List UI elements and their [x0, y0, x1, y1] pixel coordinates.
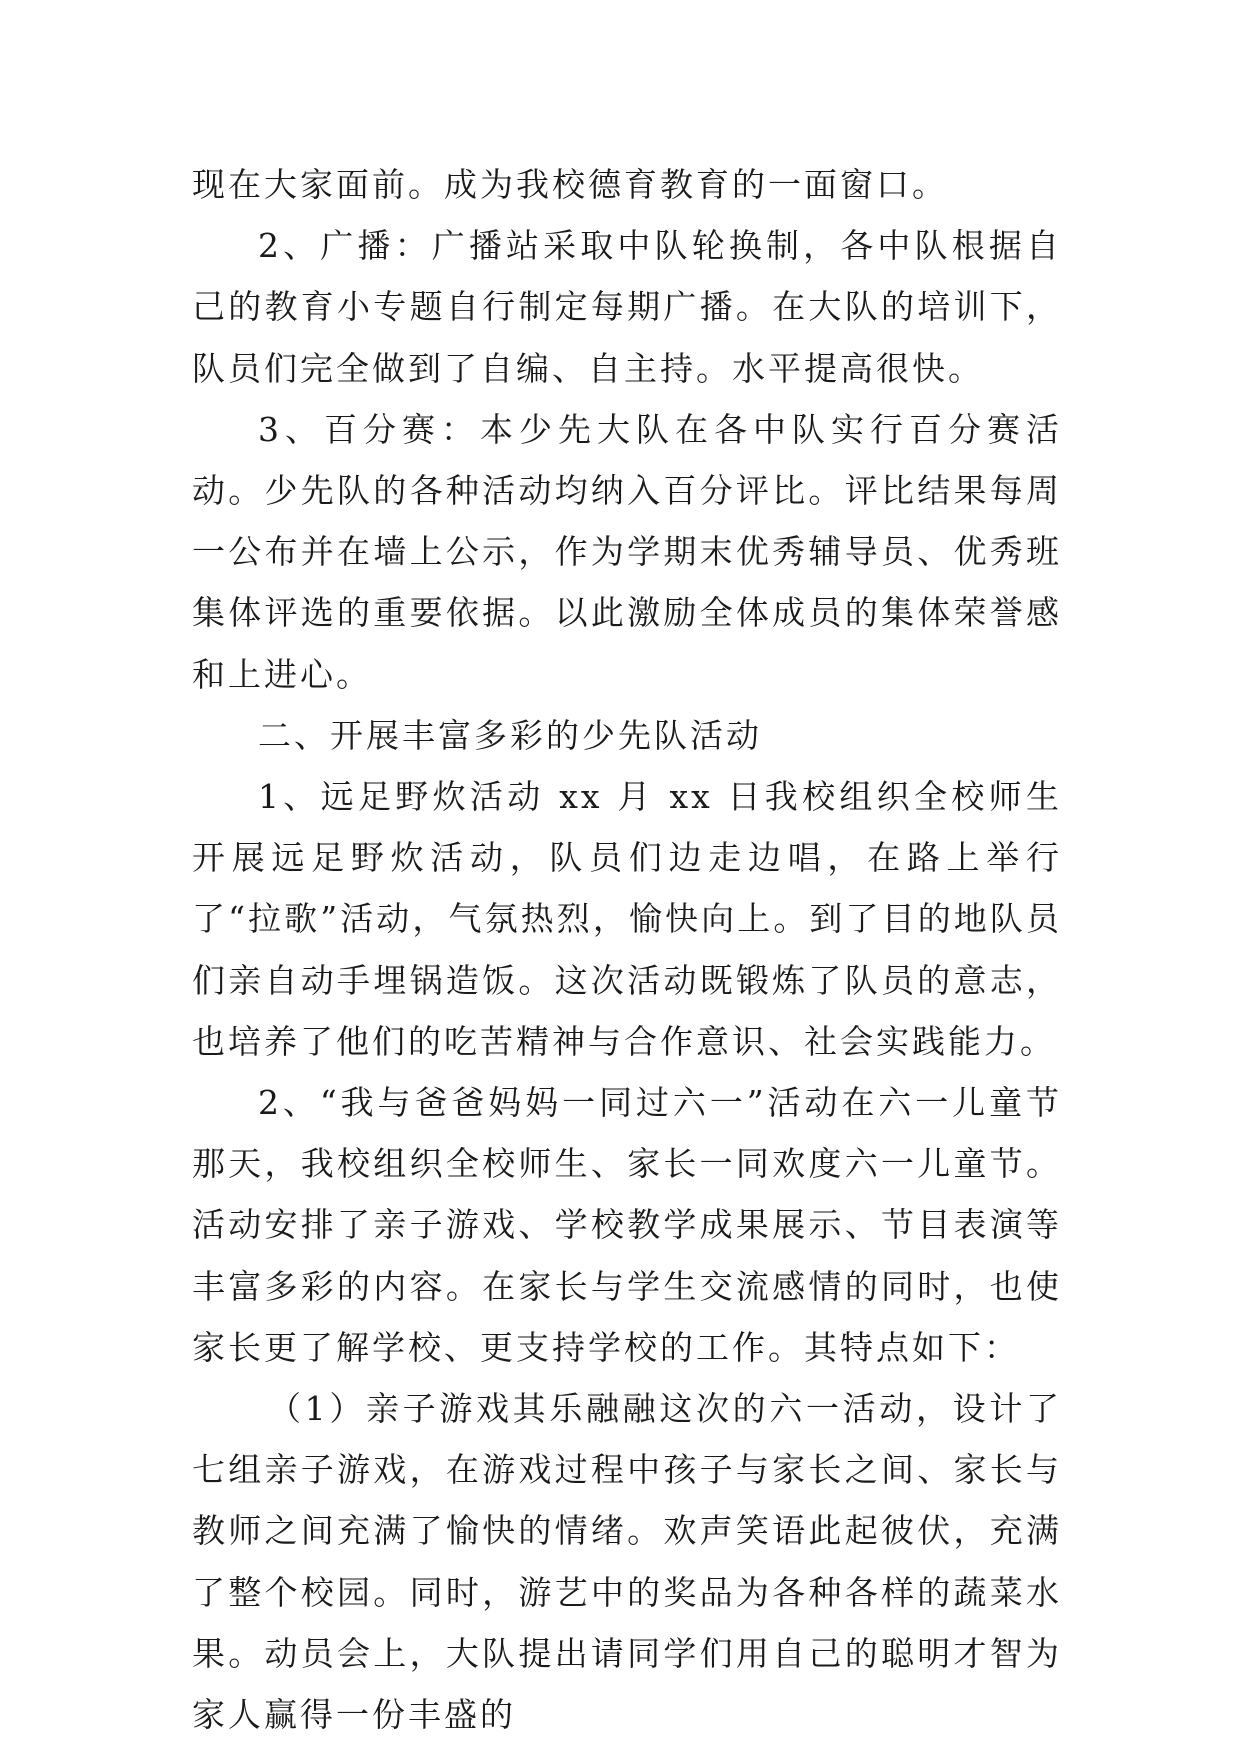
paragraph-hiking-picnic: 1、远足野炊活动 xx 月 xx 日我校组织全校师生开展远足野炊活动，队员们边走边唱，在路上举行了“拉歌”活动，气氛热烈，愉快向上。到了目的地队员们亲自动手埋锅造饭。这次活动既锻炼了队员的意志，也培养了他们的吃苦精神与合作意识、社会实践能力。	[192, 777, 1062, 1061]
paragraph-hundred-point-contest: 3、百分赛：本少先大队在各中队实行百分赛活动。少先队的各种活动均纳入百分评比。评比结果每周一公布并在墙上公示，作为学期末优秀辅导员、优秀班集体评选的重要依据。以此激励全体成员的集体荣誉感和上进心。	[192, 409, 1062, 694]
document-body	[192, 154, 1062, 1745]
paragraph-broadcast: 2、广播：广播站采取中队轮换制，各中队根据自己的教育小专题自行制定每期广播。在大队的培训下，队员们完全做到了自编、自主持。水平提高很快。	[192, 226, 1062, 388]
paragraph-parent-child-games: （1）亲子游戏其乐融融这次的六一活动，设计了七组亲子游戏，在游戏过程中孩子与家长之间、家长与教师之间充满了愉快的情绪。欢声笑语此起彼伏，充满了整个校园。同时，游艺中的奖品为各种各样的蔬菜水果。动员会上，大队提出请同学们用自己的聪明才智为家人赢得一份丰盛的	[192, 1389, 1062, 1735]
section-heading-activities: 二、开展丰富多彩的少先队活动	[258, 715, 762, 755]
paragraph-continuation: 现在大家面前。成为我校德育教育的一面窗口。	[192, 165, 948, 204]
paragraph-childrens-day: 2、“我与爸爸妈妈一同过六一”活动在六一儿童节那天，我校组织全校师生、家长一同欢度六一儿童节。活动安排了亲子游戏、学校教学成果展示、节目表演等丰富多彩的内容。在家长与学生交流感情的同时，也使家长更了解学校、更支持学校的工作。其特点如下：	[192, 1083, 1062, 1367]
